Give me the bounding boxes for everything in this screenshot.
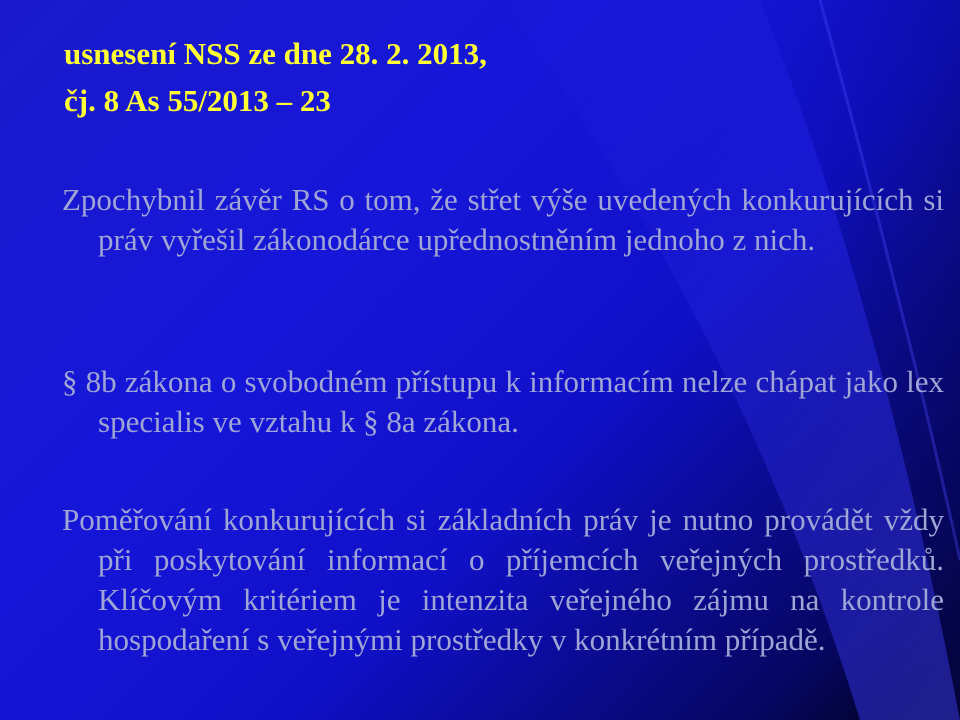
paragraph-3: Poměřování konkurujících si základních práv je nutno provádět vždy při poskytování informací o příjemcích veřejných prostředků. Klíčovým kritériem je intenzita veřejného zájmu na kontrole hospodaření s veřejnými prostředky v konkrétním případě.	[62, 502, 944, 657]
paragraph-1: Zpochybnil závěr RS o tom, že střet výše uvedených konkurujících si práv vyřešil zákonodárce upřednostněním jednoho z nich.	[62, 182, 944, 257]
title-line-2: čj. 8 As 55/2013 – 23	[64, 83, 331, 118]
slide-title	[64, 30, 487, 124]
title-line-1: usnesení NSS ze dne 28. 2. 2013,	[64, 36, 487, 71]
paragraph-2: § 8b zákona o svobodném přístupu k informacím nelze chápat jako lex specialis ve vztahu k § 8a zákona.	[62, 364, 944, 439]
